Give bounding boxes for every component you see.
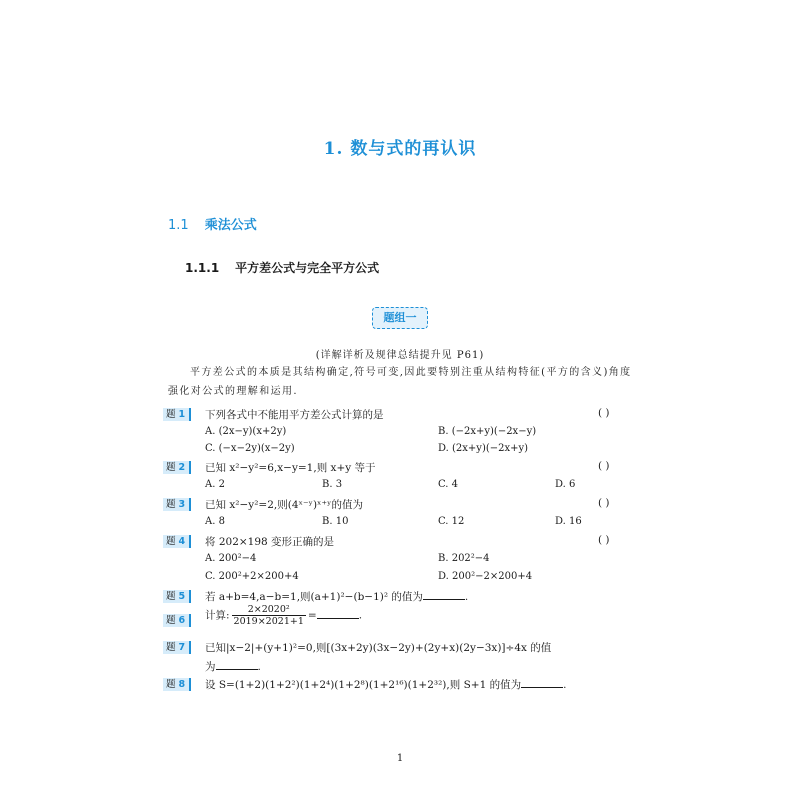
question-text: 将 202×198 变形正确的是	[205, 536, 335, 548]
question-text: 若 a+b=4,a−b=1,则(a+1)²−(b−1)² 的值为 .	[205, 591, 469, 603]
question-label: 题 1	[163, 408, 191, 421]
page-number: 1	[396, 753, 404, 764]
option: C. 200²+2×200+4	[205, 571, 299, 582]
option: C. 12	[438, 516, 465, 527]
option: D. 6	[555, 479, 576, 490]
option: B. (−2x+y)(−2x−y)	[438, 426, 537, 437]
section-number: 1.1	[168, 218, 189, 233]
option: A. 200²−4	[205, 553, 257, 564]
answer-blank[interactable]	[216, 659, 258, 670]
question-text: 已知|x−2|+(y+1)²=0,则[(3x+2y)(3x−2y)+(2y+x)(2y−3x)]÷4x 的值	[205, 642, 552, 654]
question-group-badge: 题组一	[372, 307, 428, 329]
section-heading	[168, 214, 257, 233]
question-label: 题 3	[163, 498, 191, 511]
option: D. 200²−2×200+4	[438, 571, 533, 582]
question-text: 设 S=(1+2)(1+2²)(1+2⁴)(1+2⁸)(1+2¹⁶)(1+2³²),则 S+1 的值为 .	[205, 679, 567, 691]
question-text: 下列各式中不能用平方差公式计算的是	[205, 409, 384, 421]
option: A. (2x−y)(x+2y)	[205, 426, 287, 437]
reference-note: (详解详析及规律总结提升见 P61)	[315, 350, 485, 361]
option: A. 2	[205, 479, 225, 490]
answer-blank[interactable]	[521, 677, 563, 688]
answer-paren: ( )	[598, 534, 610, 546]
answer-paren: ( )	[598, 460, 610, 472]
option: A. 8	[205, 516, 225, 527]
question-label: 题 5	[163, 590, 191, 603]
option: C. 4	[438, 479, 459, 490]
option: B. 10	[322, 516, 349, 527]
subsection-title: 平方差公式与完全平方公式	[235, 261, 380, 275]
option: C. (−x−2y)(x−2y)	[205, 443, 295, 454]
answer-paren: ( )	[598, 497, 610, 509]
option: D. (2x+y)(−2x+y)	[438, 443, 529, 454]
fraction: $\frac{\text{2×2020²}}{2019\times 2021+1}$	[233, 604, 304, 627]
answer-paren: ( )	[598, 407, 610, 419]
question-text: 已知 x²−y²=2,则(4ˣ⁻ʸ)ˣ⁺ʸ的值为	[205, 499, 363, 511]
section-title: 乘法公式	[204, 218, 257, 233]
option: B. 3	[322, 479, 343, 490]
question-text-line2: 为 .	[205, 661, 261, 673]
intro-paragraph: 平方差公式的本质是其结构确定,符号可变,因此要特别注重从结构特征(平方的含义)角度强化对公式的理解和运用.	[168, 367, 632, 397]
chapter-title: 1. 数与式的再认识	[323, 139, 477, 159]
question-label: 题 7	[163, 641, 191, 654]
question-label: 题 8	[163, 678, 191, 691]
answer-blank[interactable]	[423, 589, 465, 600]
question-text: 计算: $\frac{\text{2×2020²}}{2019\times 2021+1}$ = .	[205, 604, 363, 627]
question-label: 题 4	[163, 535, 191, 548]
question-text: 已知 x²−y²=6,x−y=1,则 x+y 等于	[205, 462, 376, 474]
subsection-number: 1.1.1	[185, 261, 220, 275]
option: D. 16	[555, 516, 582, 527]
question-label: 题 2	[163, 461, 191, 474]
question-label: 题 6	[163, 614, 191, 627]
subsection-heading	[185, 259, 379, 276]
option: B. 202²−4	[438, 553, 490, 564]
answer-blank[interactable]	[317, 608, 359, 619]
